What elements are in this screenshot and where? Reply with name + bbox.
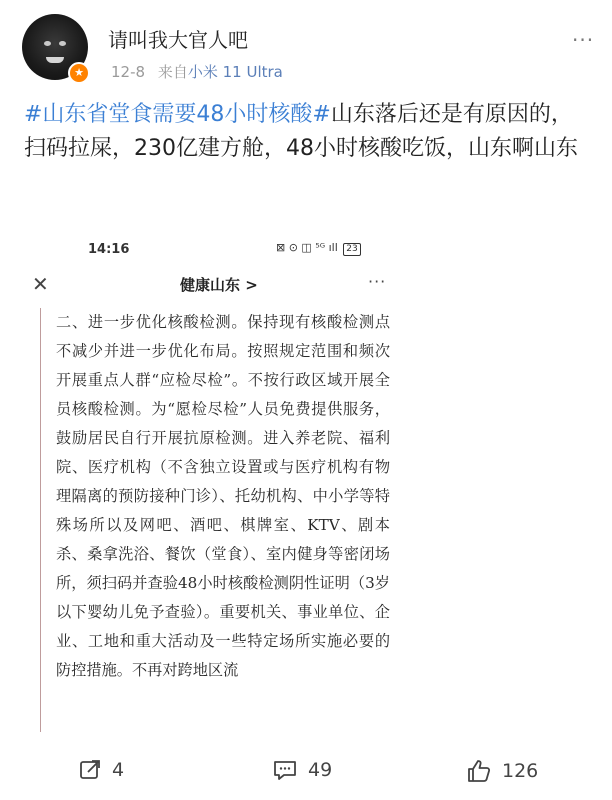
repost-button[interactable] (78, 758, 124, 782)
post-date: 12-8 (111, 63, 146, 81)
avatar-eye (59, 41, 66, 46)
close-icon: ✕ (32, 272, 49, 296)
status-icons (276, 241, 361, 256)
repost-icon (78, 758, 102, 782)
source-prefix: 来自 (157, 63, 188, 81)
action-bar (0, 748, 612, 798)
username[interactable]: 请叫我大官人吧 (108, 28, 248, 52)
avatar-eye (44, 41, 51, 46)
post-meta (111, 61, 283, 82)
verified-badge-icon: ★ (68, 62, 90, 84)
article-body: 二、进一步优化核酸检测。保持现有核酸检测点不减少并进一步优化布局。按照规定范围和频次开展重点人群“应检尽检”。不按行政区域开展全员核酸检测。为“愿检尽检”人员免费提供服务，鼓励居民自行开展抗原检测。进入养老院、福利院、医疗机构（不含独立设置或与医疗机构有物理隔离的预防接种门诊）、托幼机构、中小学等特殊场所以及网吧、酒吧、棋牌室、KTV、剧本杀、桑拿洗浴、餐饮（堂食）、室内健身等密闭场所，须扫码并查验48小时核酸检测阴性证明（3岁以下婴幼儿免予查验）。重要机关、事业单位、企业、工地和重大活动及一些特定场所实施必要的防控措施。不再对跨地区流 (56, 313, 390, 679)
attached-screenshot[interactable] (22, 232, 402, 732)
post-more-menu[interactable]: ··· (572, 28, 595, 52)
thumbs-up-icon (466, 758, 492, 784)
margin-line (40, 308, 41, 732)
status-glyphs: ⊠ ⊙ ◫ ⁵ᴳ ıll (276, 241, 338, 254)
status-time: 14:16 (88, 242, 130, 257)
post-body: 山东落后还是有原因的，扫码拉屎，230亿建方舱，48小时核酸吃饭，山东啊山东 (24, 102, 578, 161)
post-text (24, 98, 594, 166)
like-count: 126 (502, 760, 539, 782)
comment-button[interactable] (272, 758, 332, 782)
article-more-icon: ··· (368, 272, 387, 291)
avatar-mouth (46, 57, 64, 63)
comment-icon (272, 758, 298, 782)
hashtag-link[interactable]: #山东省堂食需要48小时核酸# (24, 102, 331, 127)
account-title: 健康山东 > (180, 276, 258, 294)
source-device-link[interactable]: 小米 11 Ultra (187, 63, 283, 81)
repost-count: 4 (112, 759, 125, 781)
battery-icon: 23 (343, 243, 360, 256)
comment-count: 49 (308, 759, 333, 781)
like-button[interactable] (466, 758, 538, 784)
